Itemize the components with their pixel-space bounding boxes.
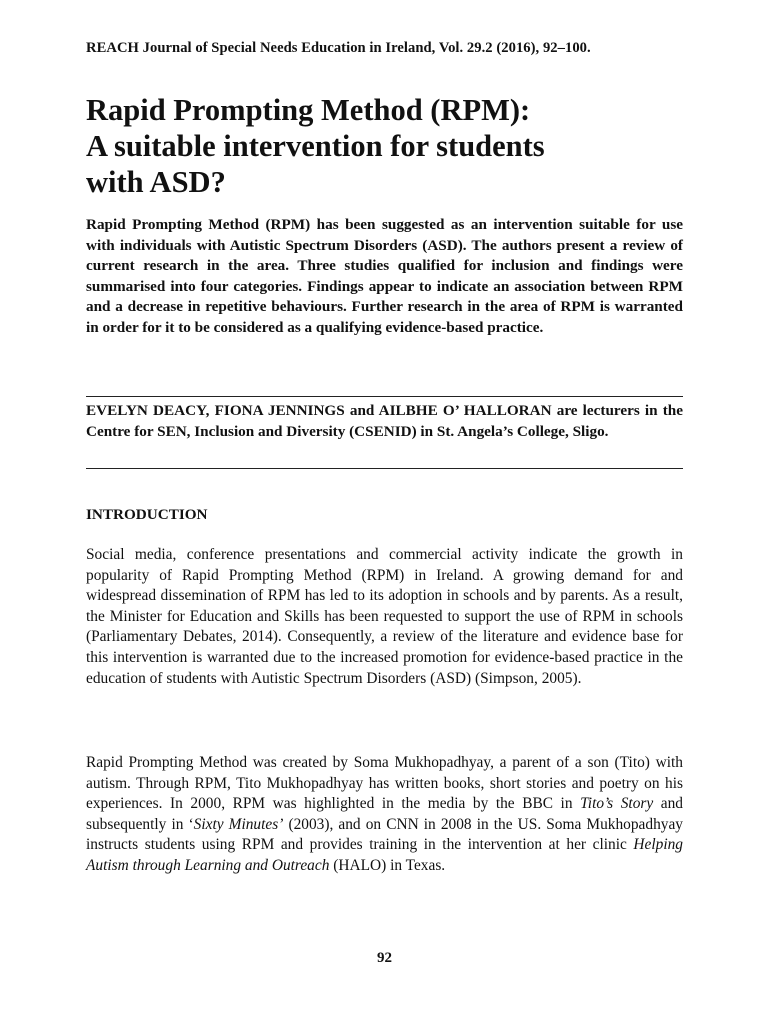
- paragraph-2-text-3: (2003), and on CNN in 2008 in the US. Soma Mukhopadhyay instructs students using RPM and provides training in the intervention at her clinic: [86, 815, 683, 854]
- paragraph-2-text-2: and subsequently in ‘: [86, 795, 683, 833]
- paragraph-2-italic-sixty-minutes: Sixty Minutes’: [193, 815, 284, 833]
- paragraph-2-italic-titos-story: Tito’s Story: [580, 795, 654, 813]
- paragraph-2-text-1: Rapid Prompting Method was created by Soma Mukhopadhyay, a parent of a son (Tito) with autism. Through RPM, Tito Mukhopadhyay has written books, short stories and poetry on his experiences. In 2000, RPM was highlighted in the media by the BBC in: [86, 754, 683, 813]
- abstract: Rapid Prompting Method (RPM) has been suggested as an intervention suitable for use with individuals with Autistic Spectrum Disorders (ASD). The authors present a review of current research in the area. Three studies qualified for inclusion and findings were summarised into four categories. Findings appear to indicate an association between RPM and a decrease in repetitive behaviours. Further research in the area of RPM is warranted in order for it to be considered as a qualifying evidence-based practice.: [86, 216, 683, 336]
- journal-page: [86, 0, 683, 1024]
- title-line-3: with ASD?: [86, 165, 226, 199]
- body-paragraph-1: Social media, conference presentations and commercial activity indicate the growth in popularity of Rapid Prompting Method (RPM) in Ireland. A growing demand for and widespread dissemination of RPM has led to its adoption in schools and by parents. As a result, the Minister for Education and Skills has been requested to support the use of RPM in schools (Parliamentary Debates, 2014). Consequently, a review of the literature and evidence base for this intervention is warranted due to the increased promotion for evidence-based practice in the education of students with Autistic Spectrum Disorders (ASD) (Simpson, 2005).: [86, 546, 683, 687]
- author-box-bottom-rule: [86, 468, 683, 469]
- title-line-2: A suitable intervention for students: [86, 129, 545, 163]
- running-head: REACH Journal of Special Needs Education in Ireland, Vol. 29.2 (2016), 92–100.: [86, 40, 591, 56]
- paragraph-2-text-4: (HALO) in Texas.: [329, 856, 446, 874]
- section-heading-introduction: INTRODUCTION: [86, 506, 208, 523]
- page-number: 92: [377, 950, 392, 966]
- title-line-1: Rapid Prompting Method (RPM):: [86, 93, 531, 127]
- article-title: [86, 92, 683, 200]
- paragraph-2-italic-halo: Helping Autism through Learning and Outreach: [86, 836, 683, 874]
- body-paragraph-2: [86, 753, 683, 877]
- author-box-top-rule: [86, 396, 683, 397]
- author-note: EVELYN DEACY, FIONA JENNINGS and AILBHE O’ HALLORAN are lecturers in the Centre for SEN, Inclusion and Diversity (CSENID) in St. Angela’s College, Sligo.: [86, 402, 683, 440]
